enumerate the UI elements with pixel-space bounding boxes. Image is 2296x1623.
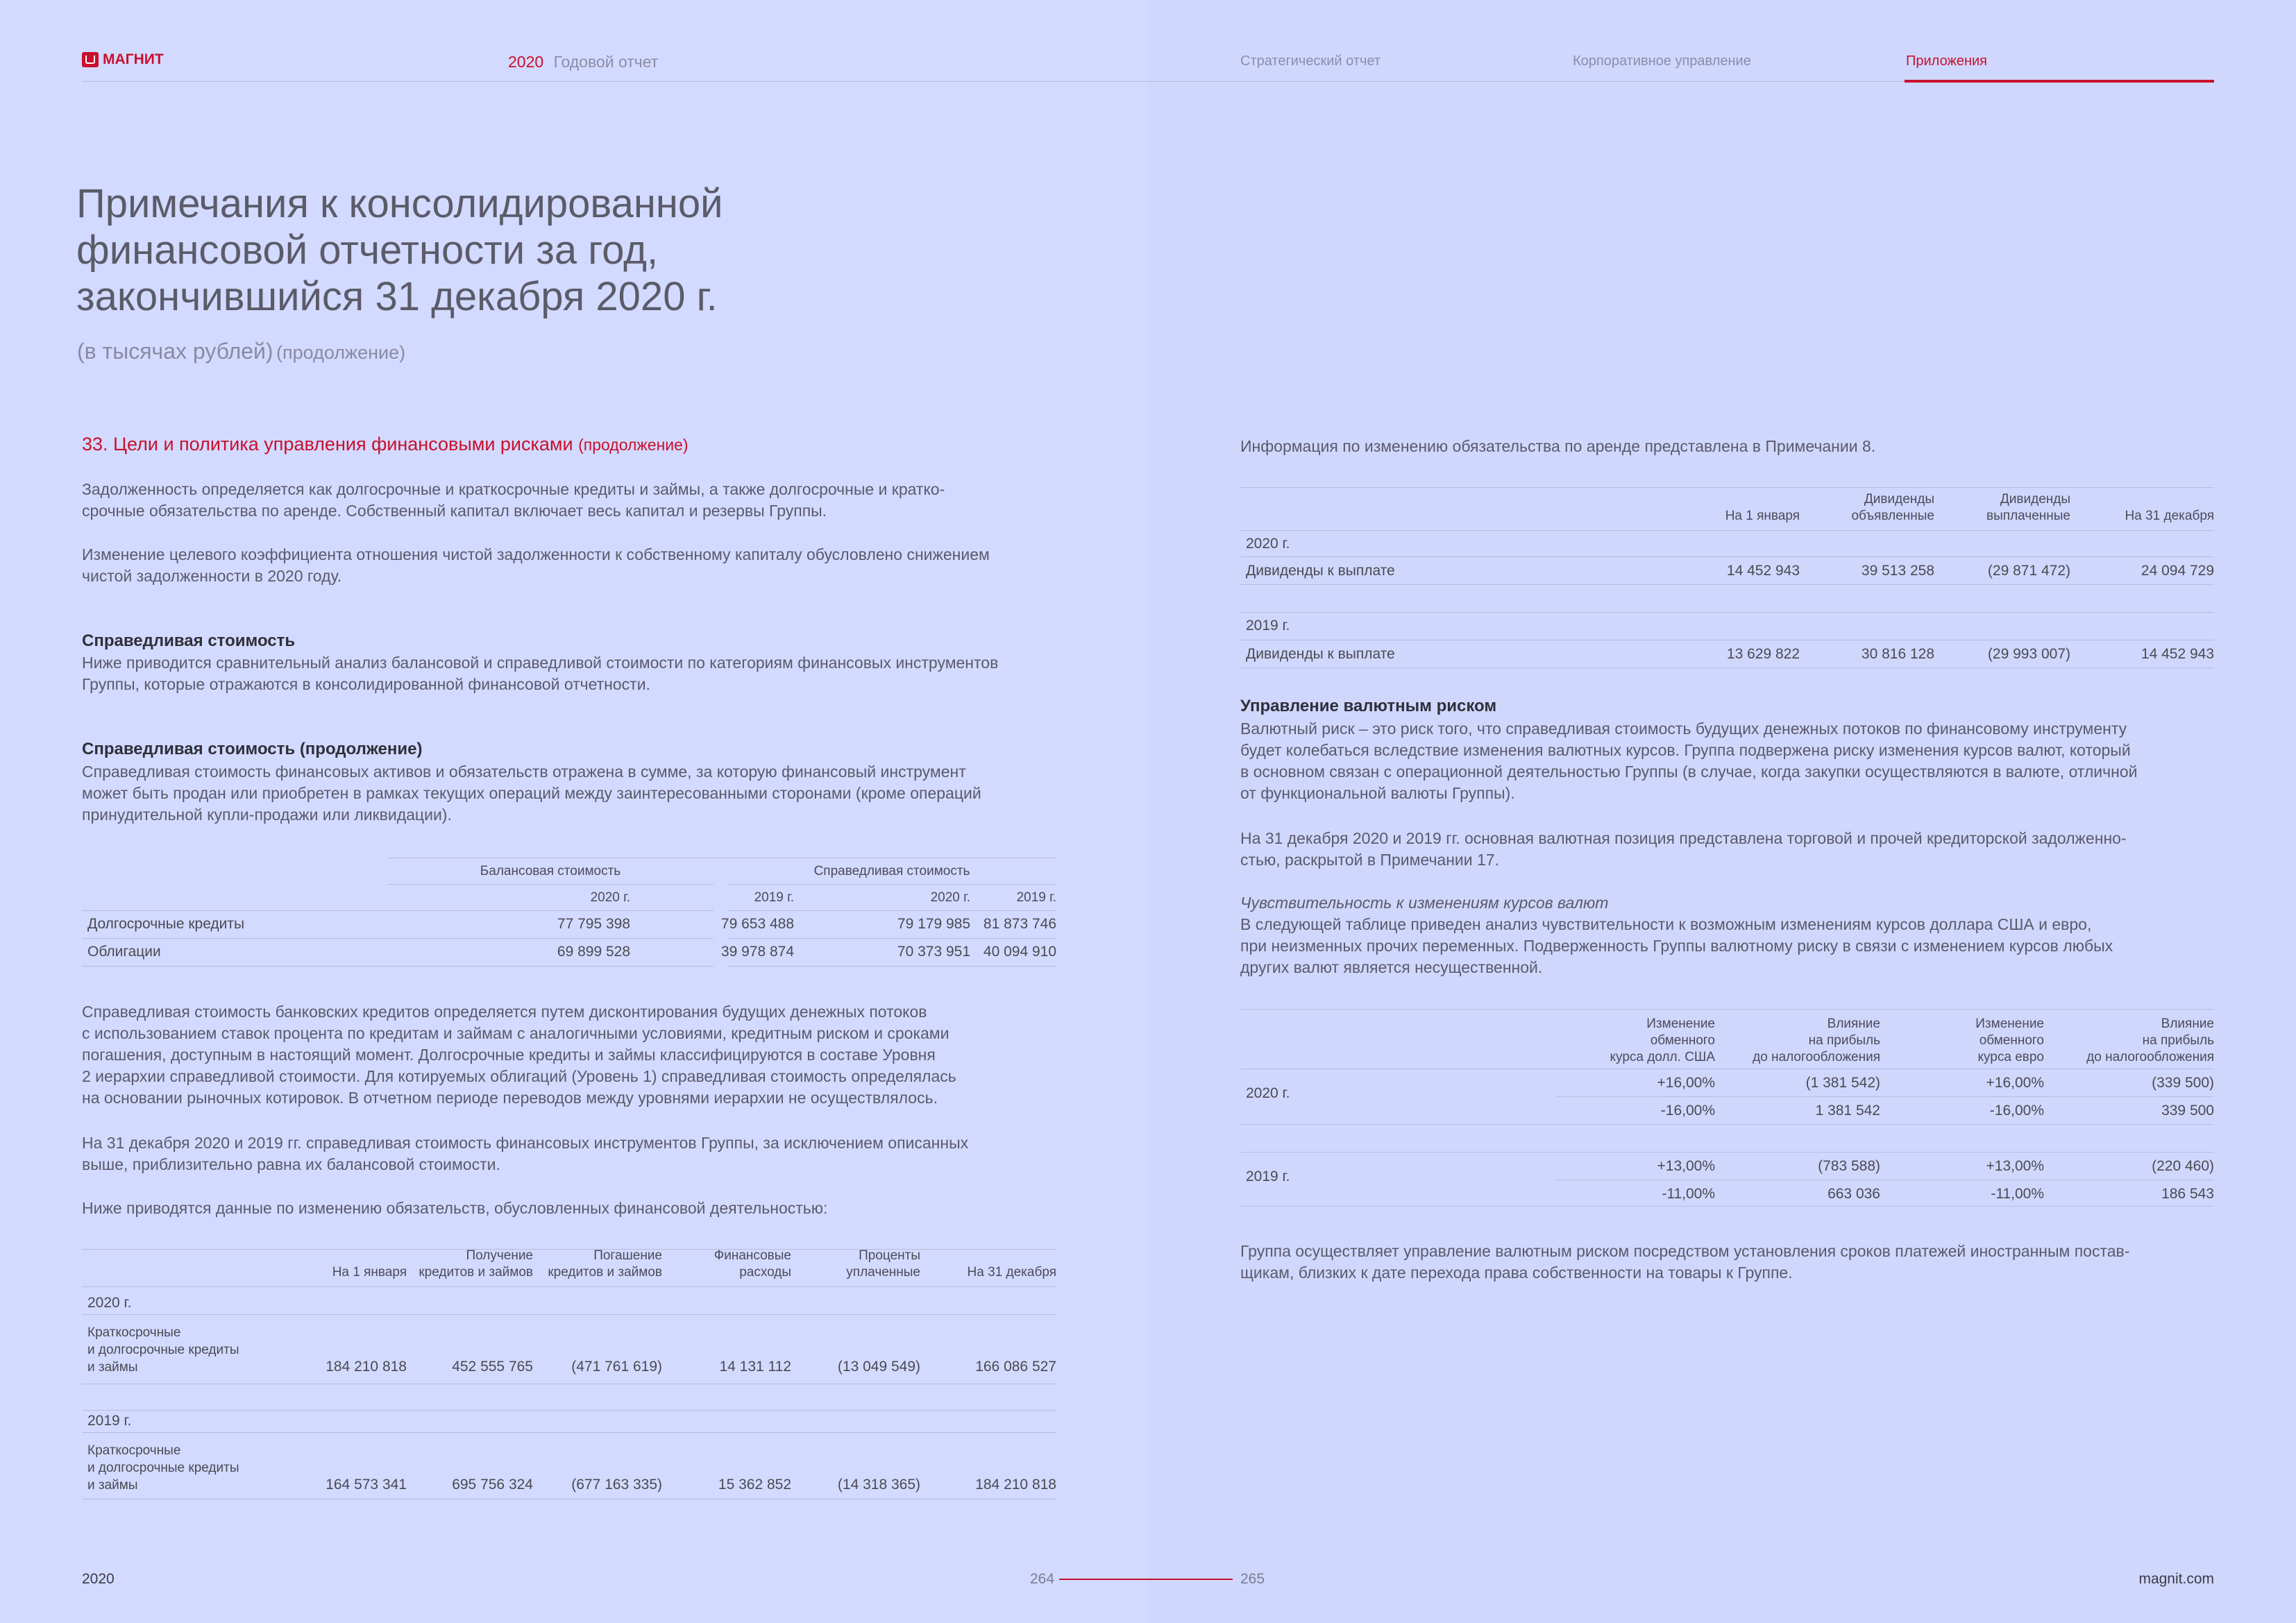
year-2019-label: 2019 г. [1246,618,1290,634]
col-carrying-2020: 2020 г. [590,890,630,905]
paragraph-fair-value-approx: На 31 декабря 2020 и 2019 гг. справедливая стоимость финансовых инструментов Группы, за исключением описанных выше, приблизительно равна их балансовой стоимости. [82,1134,969,1173]
table-row: +13,00% (783 588) +13,00% (220 460) [1657,1158,2214,1174]
nav-tab-governance[interactable]: Корпоративное управление [1573,53,1751,69]
col-jan1: На 1 января [1725,509,1800,523]
sensitivity-heading: Чувствительность к изменениям курсов валют [1240,894,1609,912]
fair-value-cont-heading: Справедливая стоимость (продолжение) [82,740,423,758]
nav-tab-appendices[interactable]: Приложения [1906,53,1988,69]
fx-risk-heading: Управление валютным риском [1240,697,1497,715]
col-finance-costs: Финансовые расходы [714,1248,791,1280]
fair-value-cont-text: Справедливая стоимость финансовых активов и обязательств отражена в сумме, за которую финансовый инструмент может быть продан или приобретен в рамках текущих операций между заинтересованными сторонами (кроме операций принудительной купли-продажи или ликвидации). [82,763,981,824]
page-number-right: 265 [1240,1571,1265,1587]
paragraph-ratio: Изменение целевого коэффициента отношения чистой задолженности к собственному капиталу обусловлено снижением чистой задолженности в 2020 году. [82,545,990,585]
fx-risk-text: Валютный риск – это риск того, что справедливая стоимость будущих денежных потоков по финансовому инструменту будет колебаться вследствие изменения валютных курсов. Группа подвержена риску изменения курсов валют, который в основном связан с операционной деятельностью Группы (в случае, когда закупки осуществляются в валюте, отличной от функциональной валюты Группы). [1240,720,2138,802]
year-2020-label: 2020 г. [1246,536,1290,552]
table-row: -16,00% 1 381 542 -16,00% 339 500 [1660,1103,2214,1119]
table-row: -11,00% 663 036 -11,00% 186 543 [1662,1186,2214,1202]
lease-note: Информация по изменению обязательства по аренде представлена в Примечании 8. [1240,437,1876,455]
sensitivity-text: В следующей таблице приведен анализ чувствительности к возможным изменениям курсов доллара США и евро, при неизменных прочих переменных. Подверженность Группы валютному риску в связи с изменением курсов любых других валют является несущественной. [1240,915,2113,976]
year-2019-label: 2019 г. [87,1413,132,1429]
year-2020-label: 2020 г. [1246,1085,1290,1101]
col-dec31: На 31 декабря [967,1265,1056,1280]
report-label [508,53,658,71]
active-tab-underline [1905,80,2214,83]
table-row: Дивиденды к выплате 14 452 943 39 513 258 (29 871 472) 24 094 729 [1246,563,2214,579]
table-row: Дивиденды к выплате 13 629 822 30 816 128 (29 993 007) 14 452 943 [1246,646,2214,662]
col-eur-impact: Влияние на прибыль до налогообложения [2086,1017,2214,1064]
col-received: Получение кредитов и займов [419,1248,533,1280]
fx-position-text: На 31 декабря 2020 и 2019 гг. основная валютная позиция представлена торговой и прочей кредиторской задолженно- стью, раскрытой в Примечании 17. [1240,829,2127,869]
col-dec31: На 31 декабря [2125,509,2214,523]
paragraph-liabilities-intro: Ниже приводятся данные по изменению обязательств, обусловленных финансовой деятельностью: [82,1199,828,1217]
magnit-logo-icon [82,52,99,67]
col-fair-2019: 2019 г. [1016,890,1056,905]
sensitivity-table [1240,1009,2214,1207]
table-row: Краткосрочные и долгосрочные кредиты и займы 164 573 341 695 756 324 (677 163 335) 15 362 852 (14 318 365) 184 210 818 [87,1443,1056,1493]
nav-tab-strategic[interactable]: Стратегический отчет [1240,53,1381,69]
year-2020-label: 2020 г. [87,1295,132,1311]
fair-value-text: Ниже приводится сравнительный анализ балансовой и справедливой стоимости по категориям финансовых инструментов Группы, которые отражаются в консолидированной финансовой отчетности. [82,654,999,693]
table-row: Долгосрочные кредиты 77 795 398 79 653 488 79 179 985 81 873 746 [87,916,1056,932]
group-carrying-value: Балансовая стоимость [480,864,621,878]
liabilities-table [82,1249,1056,1499]
table-row: Облигации 69 899 528 39 978 874 70 373 951 40 094 910 [87,944,1056,960]
col-interest-paid: Проценты уплаченные [846,1248,920,1280]
table-row: +16,00% (1 381 542) +16,00% (339 500) [1657,1075,2214,1091]
col-declared: Дивиденды объявленные [1851,492,1934,523]
brand-logo[interactable]: МАГНИТ [82,51,164,68]
group-fair-value: Справедливая стоимость [813,864,970,878]
page-title: Примечания к консолидированной финансовой отчетности за год, закончившийся 31 декабря 2020 г. [76,181,723,319]
page-subtitle: (в тысячах рублей) (продолжение) [77,339,406,364]
col-repaid: Погашение кредитов и займов [548,1248,662,1280]
page-number-divider [1059,1579,1233,1580]
closing-paragraph: Группа осуществляет управление валютным риском посредством установления сроков платежей иностранным постав- щикам, близких к дате перехода права собственности на товары к Группе. [1240,1242,2130,1282]
report-year: 2020 [508,53,544,71]
col-eur-change: Изменение обменного курса евро [1975,1017,2044,1064]
col-carrying-2019: 2019 г. [754,890,794,905]
col-paid: Дивиденды выплаченные [1986,492,2070,523]
report-name: Годовой отчет [553,53,659,71]
footer-year: 2020 [82,1571,115,1587]
col-usd-impact: Влияние на прибыль до налогообложения [1753,1017,1880,1064]
year-2019-label: 2019 г. [1246,1169,1290,1184]
fair-value-heading: Справедливая стоимость [82,631,296,650]
paragraph-debt: Задолженность определяется как долгосрочные и краткосрочные кредиты и займы, а также долгосрочные и кратко- срочные обязательства по аренде. Собственный капитал включает весь капитал и резервы Группы. [82,480,945,520]
table-row: Краткосрочные и долгосрочные кредиты и займы 184 210 818 452 555 765 (471 761 619) 14 131 112 (13 049 549) 166 086 527 [87,1325,1056,1375]
col-usd-change: Изменение обменного курса долл. США [1610,1017,1715,1064]
right-page [1148,0,2296,1623]
col-fair-2020: 2020 г. [930,890,970,905]
paragraph-bank-loans: Справедливая стоимость банковских кредитов определяется путем дисконтирования будущих денежных потоков с использованием ставок процента по кредитам и займам с аналогичными условиями, кредитным риском и сроками погашения, доступным в настоящий момент. Долгосрочные кредиты и займы классифицируются в составе Уровня 2 иерархии справедливой стоимости. Для котируемых облигаций (Уровень 1) справедливая стоимость определялась на основании рыночных котировок. В отчетном периоде переводов между уровнями иерархии не осуществлялось. [82,1003,956,1107]
header-rule-left [82,81,1148,82]
section-heading: 33. Цели и политика управления финансовыми рисками (продолжение) [82,434,689,454]
dividends-table [1240,487,2214,669]
page-number-left: 264 [1030,1571,1055,1587]
site-link[interactable]: magnit.com [2138,1571,2214,1587]
fair-value-table [82,858,1056,969]
col-jan1: На 1 января [332,1265,407,1280]
